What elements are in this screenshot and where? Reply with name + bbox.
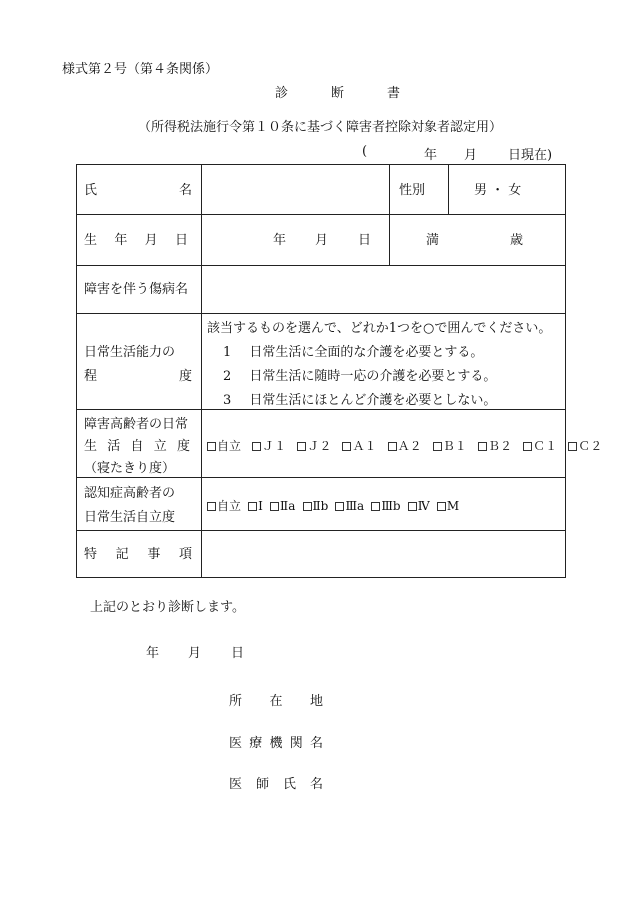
elderly-choice[interactable]: Ｃ２ [568,440,602,452]
document-title [275,82,400,101]
form-number: 様式第２号（第４条関係） [62,62,219,77]
diagnosis-form-table [76,164,603,578]
row-divider [76,477,566,478]
checkbox-icon [371,502,380,511]
table-border-right [565,164,566,578]
age-suffix: 歳 [510,233,524,248]
dementia-choice[interactable]: Ⅳ [408,500,430,512]
checkbox-icon [523,442,532,451]
option-text: 日常生活にほとんど介護を必要としない。 [249,393,497,408]
elderly-choice[interactable]: Ｂ１ [433,440,467,452]
checkbox-icon [478,442,487,451]
dementia-choice[interactable]: Ⅱa [270,500,295,512]
name-label-cell [84,184,192,197]
daily-option-1 [223,346,483,359]
elderly-label-line2: 生 活 自 立 度 [84,439,190,454]
sex-options: 男 ・ 女 [474,183,522,198]
birth-day-label: 日 [358,233,372,248]
title-char-2: 断 [330,86,344,101]
dementia-choice[interactable]: Ⅲb [371,500,400,512]
elderly-label-line1: 障害高齢者の日常 [84,417,189,432]
checkbox-icon [303,502,312,511]
title-char-1: 診 [275,86,289,101]
row-divider [76,530,566,531]
elderly-choices [207,440,609,453]
sex-label: 性別 [399,183,426,198]
option-text: 日常生活に随時一応の介護を必要とする。 [249,369,497,384]
table-border-left [76,164,77,578]
label-column-divider [201,164,202,578]
checkbox-icon [207,502,216,511]
checkbox-icon [335,502,344,511]
table-border-bottom [76,577,566,578]
dementia-label-line1: 認知症高齢者の [84,486,176,501]
footer-year-label: 年 [146,646,160,661]
footer-month-label: 月 [188,646,202,661]
checkbox-icon [408,502,417,511]
dementia-choice[interactable]: Ⅱb [303,500,329,512]
institution-label: 医 療 機 関 名 [229,736,323,751]
elderly-choice[interactable]: Ｊ２ [297,440,331,452]
doctor-name-label: 医 師 氏 名 [229,777,323,792]
elderly-choice[interactable]: Ａ１ [342,440,376,452]
footer-day-label: 日 [231,646,245,661]
checkbox-icon [437,502,446,511]
birth-month-label: 月 [315,233,329,248]
checkbox-icon [388,442,397,451]
row-divider [76,409,566,410]
dementia-choice[interactable]: 自立 [207,500,241,512]
dementia-choice[interactable]: M [437,500,459,512]
elderly-choice[interactable]: 自立 [207,440,241,452]
elderly-choice[interactable]: Ｃ１ [523,440,557,452]
checkbox-icon [568,442,577,451]
birth-year-label: 年 [273,233,287,248]
option-number: 3 [223,393,232,408]
option-number: 1 [223,345,232,360]
name-label: 氏 名 [84,183,192,198]
dementia-choices [207,500,462,513]
checkbox-icon [342,442,351,451]
date-month-label: 月 [464,148,478,163]
date-year-label: 年 [424,148,438,163]
option-text: 日常生活に全面的な介護を必要とする。 [249,345,484,360]
checkbox-icon [248,502,257,511]
option-number: 2 [223,369,232,384]
elderly-choice[interactable]: Ａ２ [388,440,422,452]
daily-option-2 [223,370,496,383]
checkbox-icon [297,442,306,451]
diagnosis-statement: 上記のとおり診断します。 [90,600,245,615]
title-char-3: 書 [386,86,400,101]
checkbox-icon [270,502,279,511]
document-subtitle: （所得税法施行令第１０条に基づく障害者控除対象者認定用） [138,120,503,135]
disease-label: 障害を伴う傷病名 [84,282,189,297]
elderly-choice[interactable]: Ｊ１ [252,440,286,452]
birth-date-label: 生 年 月 日 [84,233,188,248]
elderly-choice[interactable]: Ｂ２ [478,440,512,452]
daily-ability-label-line1: 日常生活能力の [84,345,176,360]
location-label: 所 在 地 [229,694,323,709]
date-day-suffix: 日現在) [508,148,553,163]
sex-age-column-divider [389,164,390,265]
checkbox-icon [252,442,261,451]
row-divider [76,265,566,266]
row-divider [76,214,566,215]
elderly-label-line3: （寝たきり度） [84,461,176,476]
daily-option-3 [223,394,496,407]
age-prefix: 満 [426,233,440,248]
dementia-label-line2: 日常生活自立度 [84,510,176,525]
dementia-choice[interactable]: Ⅲa [335,500,364,512]
dementia-choice[interactable]: Ⅰ [248,500,263,512]
date-open-paren: ( [362,144,368,159]
table-border-top [76,164,566,165]
checkbox-icon [207,442,216,451]
checkbox-icon [433,442,442,451]
daily-ability-instruction: 該当するものを選んで、どれか1つを○で囲んでください。 [207,321,552,336]
row-divider [76,313,566,314]
sex-value-column-divider [448,164,449,214]
daily-ability-label-line2: 程 度 [84,369,192,384]
remarks-label: 特 記 事 項 [84,547,192,562]
